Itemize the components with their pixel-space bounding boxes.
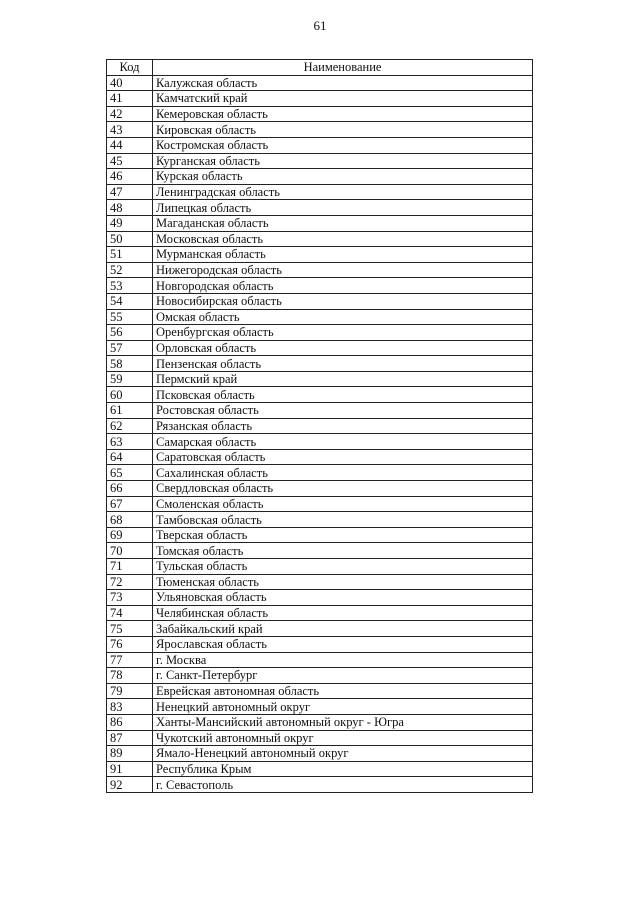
region-name-cell: Еврейская автономная область [153, 683, 533, 699]
table-row [107, 746, 533, 762]
table-row [107, 122, 533, 138]
table-row [107, 714, 533, 730]
table-row [107, 699, 533, 715]
region-code-cell: 52 [107, 262, 153, 278]
region-code-cell: 60 [107, 387, 153, 403]
table-row [107, 278, 533, 294]
region-codes-table [106, 59, 533, 793]
table-row [107, 590, 533, 606]
region-code-cell: 44 [107, 137, 153, 153]
table-row [107, 356, 533, 372]
region-name-cell: Омская область [153, 309, 533, 325]
table-row [107, 621, 533, 637]
region-name-cell: г. Москва [153, 652, 533, 668]
table-row [107, 106, 533, 122]
region-code-cell: 69 [107, 527, 153, 543]
region-name-cell: г. Севастополь [153, 777, 533, 793]
region-code-cell: 66 [107, 481, 153, 497]
region-code-cell: 79 [107, 683, 153, 699]
table-row [107, 730, 533, 746]
table-row [107, 481, 533, 497]
table-row [107, 605, 533, 621]
region-code-cell: 76 [107, 636, 153, 652]
region-name-cell: Мурманская область [153, 247, 533, 263]
region-code-cell: 46 [107, 169, 153, 185]
region-code-cell: 59 [107, 371, 153, 387]
region-name-cell: Калужская область [153, 75, 533, 91]
table-row [107, 418, 533, 434]
region-code-cell: 56 [107, 325, 153, 341]
region-name-cell: Нижегородская область [153, 262, 533, 278]
region-name-cell: Смоленская область [153, 496, 533, 512]
region-code-cell: 40 [107, 75, 153, 91]
table-row [107, 543, 533, 559]
region-name-cell: Ярославская область [153, 636, 533, 652]
table-row [107, 636, 533, 652]
region-code-cell: 54 [107, 293, 153, 309]
table-row [107, 761, 533, 777]
region-name-cell: Камчатский край [153, 91, 533, 107]
region-code-cell: 74 [107, 605, 153, 621]
region-name-cell: Ульяновская область [153, 590, 533, 606]
table-row [107, 668, 533, 684]
table-row [107, 527, 533, 543]
region-name-cell: Липецкая область [153, 200, 533, 216]
region-name-cell: Магаданская область [153, 215, 533, 231]
region-code-cell: 57 [107, 340, 153, 356]
region-name-cell: Московская область [153, 231, 533, 247]
region-code-cell: 87 [107, 730, 153, 746]
region-code-cell: 64 [107, 449, 153, 465]
region-code-cell: 73 [107, 590, 153, 606]
table-row [107, 652, 533, 668]
region-code-cell: 77 [107, 652, 153, 668]
region-code-cell: 41 [107, 91, 153, 107]
region-name-cell: Тверская область [153, 527, 533, 543]
region-name-cell: Рязанская область [153, 418, 533, 434]
table-header-row [107, 60, 533, 76]
region-name-cell: Ямало-Ненецкий автономный округ [153, 746, 533, 762]
table-row [107, 777, 533, 793]
table-row [107, 137, 533, 153]
region-code-cell: 62 [107, 418, 153, 434]
region-code-cell: 65 [107, 465, 153, 481]
region-code-cell: 75 [107, 621, 153, 637]
region-name-cell: Ленинградская область [153, 184, 533, 200]
region-code-cell: 42 [107, 106, 153, 122]
region-code-cell: 71 [107, 559, 153, 575]
table-row [107, 340, 533, 356]
region-code-cell: 91 [107, 761, 153, 777]
region-name-cell: Псковская область [153, 387, 533, 403]
region-code-cell: 68 [107, 512, 153, 528]
region-name-cell: Республика Крым [153, 761, 533, 777]
table-row [107, 559, 533, 575]
region-code-cell: 48 [107, 200, 153, 216]
region-name-cell: Ненецкий автономный округ [153, 699, 533, 715]
region-name-cell: Костромская область [153, 137, 533, 153]
region-code-cell: 63 [107, 434, 153, 450]
region-code-cell: 55 [107, 309, 153, 325]
region-name-cell: г. Санкт-Петербург [153, 668, 533, 684]
region-code-cell: 78 [107, 668, 153, 684]
region-code-cell: 86 [107, 714, 153, 730]
region-name-cell: Пензенская область [153, 356, 533, 372]
table-row [107, 231, 533, 247]
region-name-cell: Кемеровская область [153, 106, 533, 122]
table-row [107, 309, 533, 325]
table-row [107, 293, 533, 309]
table-row [107, 371, 533, 387]
region-name-cell: Чукотский автономный округ [153, 730, 533, 746]
region-name-cell: Оренбургская область [153, 325, 533, 341]
page-number: 61 [313, 18, 327, 33]
region-code-cell: 92 [107, 777, 153, 793]
region-code-cell: 47 [107, 184, 153, 200]
table-row [107, 184, 533, 200]
region-code-cell: 43 [107, 122, 153, 138]
region-name-cell: Ханты-Мансийский автономный округ - Югра [153, 714, 533, 730]
region-code-cell: 50 [107, 231, 153, 247]
table-row [107, 262, 533, 278]
region-name-cell: Томская область [153, 543, 533, 559]
region-name-cell: Ростовская область [153, 403, 533, 419]
region-name-cell: Свердловская область [153, 481, 533, 497]
region-name-cell: Тульская область [153, 559, 533, 575]
region-name-cell: Орловская область [153, 340, 533, 356]
region-name-cell: Забайкальский край [153, 621, 533, 637]
table-row [107, 434, 533, 450]
table-row [107, 169, 533, 185]
region-code-cell: 45 [107, 153, 153, 169]
region-name-cell: Новосибирская область [153, 293, 533, 309]
region-name-cell: Кировская область [153, 122, 533, 138]
table-row [107, 387, 533, 403]
region-name-cell: Челябинская область [153, 605, 533, 621]
region-name-cell: Новгородская область [153, 278, 533, 294]
region-name-cell: Курская область [153, 169, 533, 185]
header-name: Наименование [153, 60, 533, 76]
table-row [107, 512, 533, 528]
region-name-cell: Самарская область [153, 434, 533, 450]
table-row [107, 449, 533, 465]
header-code: Код [107, 60, 153, 76]
table-row [107, 574, 533, 590]
table-row [107, 200, 533, 216]
region-code-cell: 53 [107, 278, 153, 294]
table-row [107, 247, 533, 263]
region-code-cell: 51 [107, 247, 153, 263]
table-row [107, 325, 533, 341]
region-code-cell: 89 [107, 746, 153, 762]
region-code-cell: 49 [107, 215, 153, 231]
region-name-cell: Тамбовская область [153, 512, 533, 528]
region-code-cell: 58 [107, 356, 153, 372]
table-row [107, 91, 533, 107]
table-row [107, 153, 533, 169]
region-name-cell: Пермский край [153, 371, 533, 387]
region-code-cell: 72 [107, 574, 153, 590]
region-code-cell: 61 [107, 403, 153, 419]
region-name-cell: Тюменская область [153, 574, 533, 590]
table-row [107, 496, 533, 512]
region-name-cell: Курганская область [153, 153, 533, 169]
table-row [107, 215, 533, 231]
table-row [107, 403, 533, 419]
region-name-cell: Саратовская область [153, 449, 533, 465]
table-row [107, 683, 533, 699]
region-code-cell: 70 [107, 543, 153, 559]
region-name-cell: Сахалинская область [153, 465, 533, 481]
table-body [107, 75, 533, 792]
region-code-cell: 83 [107, 699, 153, 715]
table-row [107, 465, 533, 481]
region-code-cell: 67 [107, 496, 153, 512]
table-row [107, 75, 533, 91]
